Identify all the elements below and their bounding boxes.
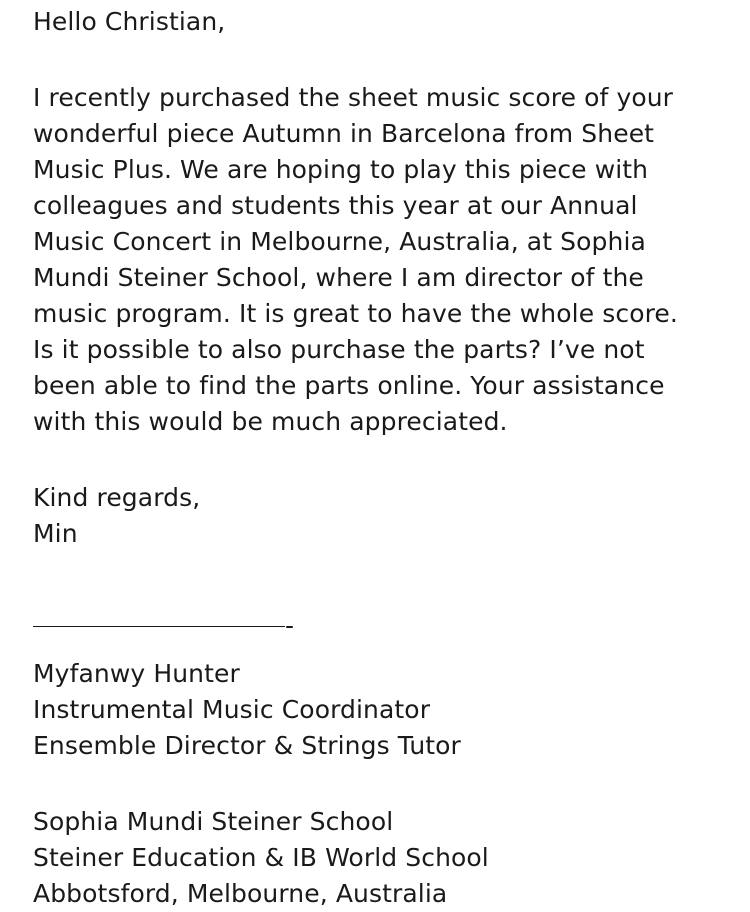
greeting: Hello Christian, (33, 7, 226, 36)
signature-divider (33, 604, 733, 640)
body-line: music program. It is great to have the whole score. (33, 299, 678, 328)
signature-title: Instrumental Music Coordinator (33, 695, 431, 724)
body-line: colleagues and students this year at our Annual (33, 191, 638, 220)
signature-block (33, 656, 733, 912)
signature-role: Ensemble Director & Strings Tutor (33, 731, 461, 760)
spacer (33, 552, 733, 604)
signature-school-description: Steiner Education & IB World School (33, 843, 489, 872)
body-line: I recently purchased the sheet music score of your (33, 83, 674, 112)
body-line: been able to find the parts online. Your assistance (33, 371, 665, 400)
body-line: with this would be much appreciated. (33, 407, 508, 436)
email-message (33, 4, 733, 912)
body-line: Music Plus. We are hoping to play this piece with (33, 155, 649, 184)
spacer (33, 40, 733, 80)
signature-name: Myfanwy Hunter (33, 659, 240, 688)
body-line: Is it possible to also purchase the parts? I’ve not (33, 335, 645, 364)
body-line: Music Concert in Melbourne, Australia, at Sophia (33, 227, 646, 256)
sender-short-name: Min (33, 519, 78, 548)
signature-location: Abbotsford, Melbourne, Australia (33, 879, 448, 908)
closing: Kind regards, (33, 483, 201, 512)
spacer (33, 440, 733, 480)
divider-tail: - (285, 611, 295, 640)
spacer (33, 764, 733, 804)
body-line: Mundi Steiner School, where I am director of the (33, 263, 644, 292)
message-body (33, 80, 733, 440)
signature-school: Sophia Mundi Steiner School (33, 807, 394, 836)
spacer (33, 640, 733, 656)
divider-rule (33, 626, 285, 627)
body-line: wonderful piece Autumn in Barcelona from Sheet (33, 119, 655, 148)
